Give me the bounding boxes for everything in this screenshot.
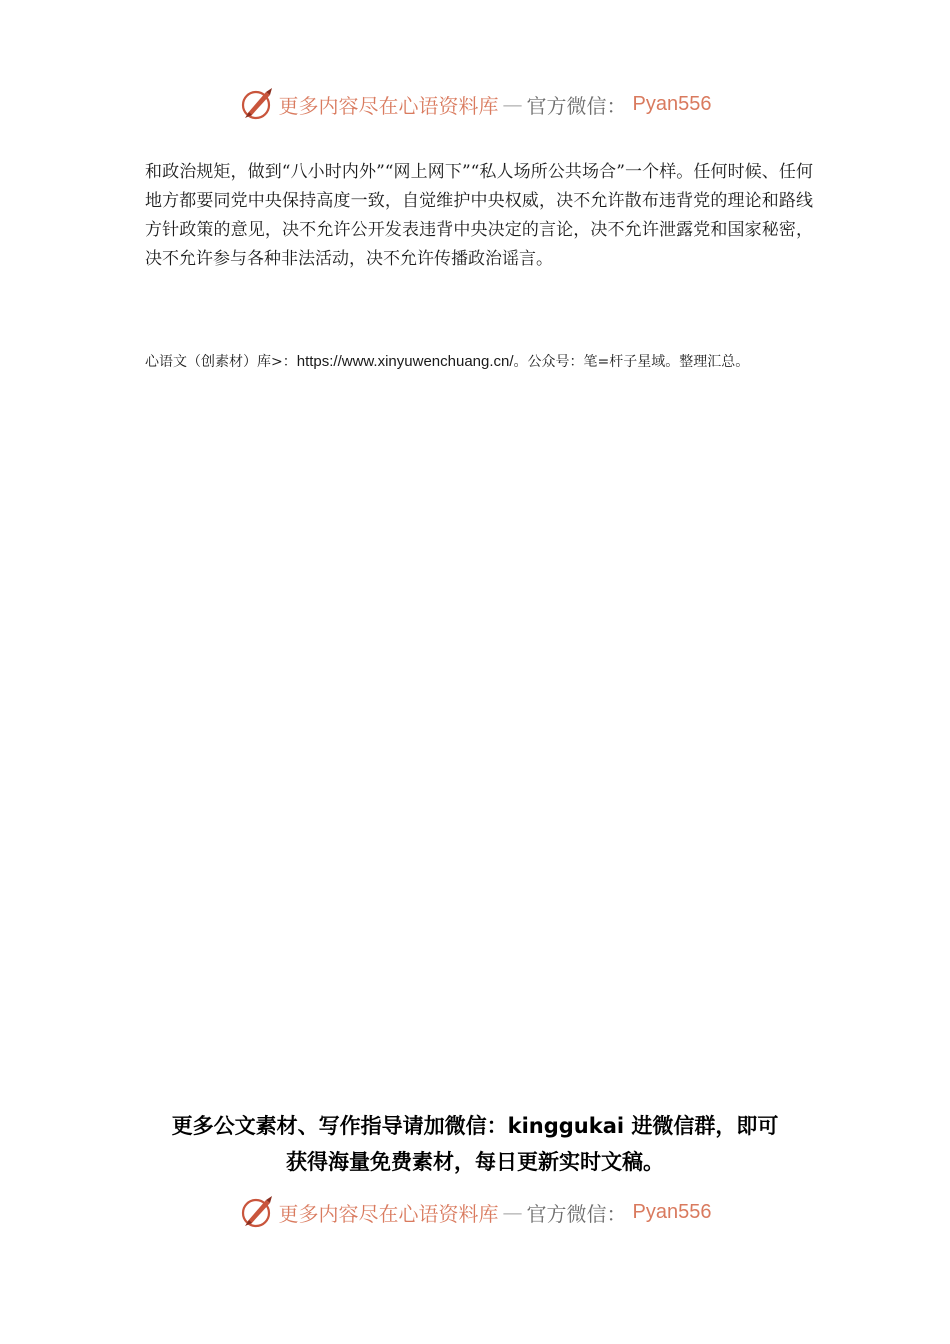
- footer-banner-wechat-id: Pyan556: [632, 1200, 712, 1223]
- header-banner-dash: —: [502, 92, 523, 116]
- source-note-prefix: 心语文（创素材）库>：: [145, 354, 297, 370]
- footer-promo: [0, 1108, 950, 1180]
- source-note-url[interactable]: https://www.xinyuwenchuang.cn/: [296, 353, 514, 370]
- header-banner-wechat-id: Pyan556: [632, 92, 712, 115]
- footer-banner-inner: [239, 1194, 712, 1230]
- footer-promo-line-2: 获得海量免费素材，每日更新实时文稿。: [286, 1150, 664, 1174]
- header-banner-inner: [239, 86, 712, 122]
- pen-logo-icon: [239, 1194, 275, 1230]
- footer-banner-dash: —: [502, 1200, 523, 1224]
- footer-banner-main-text: 更多内容尽在心语资料库: [278, 1201, 499, 1226]
- footer-banner-wechat-label: 官方微信：: [526, 1201, 627, 1226]
- body-paragraph: 和政治规矩，做到“八小时内外”“网上网下”“私人场所公共场合”一个样。任何时候、任何地方都要同党中央保持高度一致，自觉维护中央权威，决不允许散布违背党的理论和路线方针政策的意见，决不允许公开发表违背中央决定的言论，决不允许泄露党和国家秘密，决不允许参与各种非法活动，决不允许传播政治谣言。: [145, 162, 813, 269]
- pen-logo-icon: [239, 86, 275, 122]
- source-note-suffix: 。公众号：笔=杆子星域。整理汇总。: [513, 354, 750, 370]
- header-banner-wechat-label: 官方微信：: [526, 93, 627, 118]
- footer-banner: [0, 1190, 950, 1234]
- header-banner-main-text: 更多内容尽在心语资料库: [278, 93, 499, 118]
- footer-promo-line-1: 更多公文素材、写作指导请加微信：kinggukai 进微信群，即可: [171, 1114, 779, 1138]
- source-note: [145, 347, 813, 377]
- header-banner: [0, 82, 950, 126]
